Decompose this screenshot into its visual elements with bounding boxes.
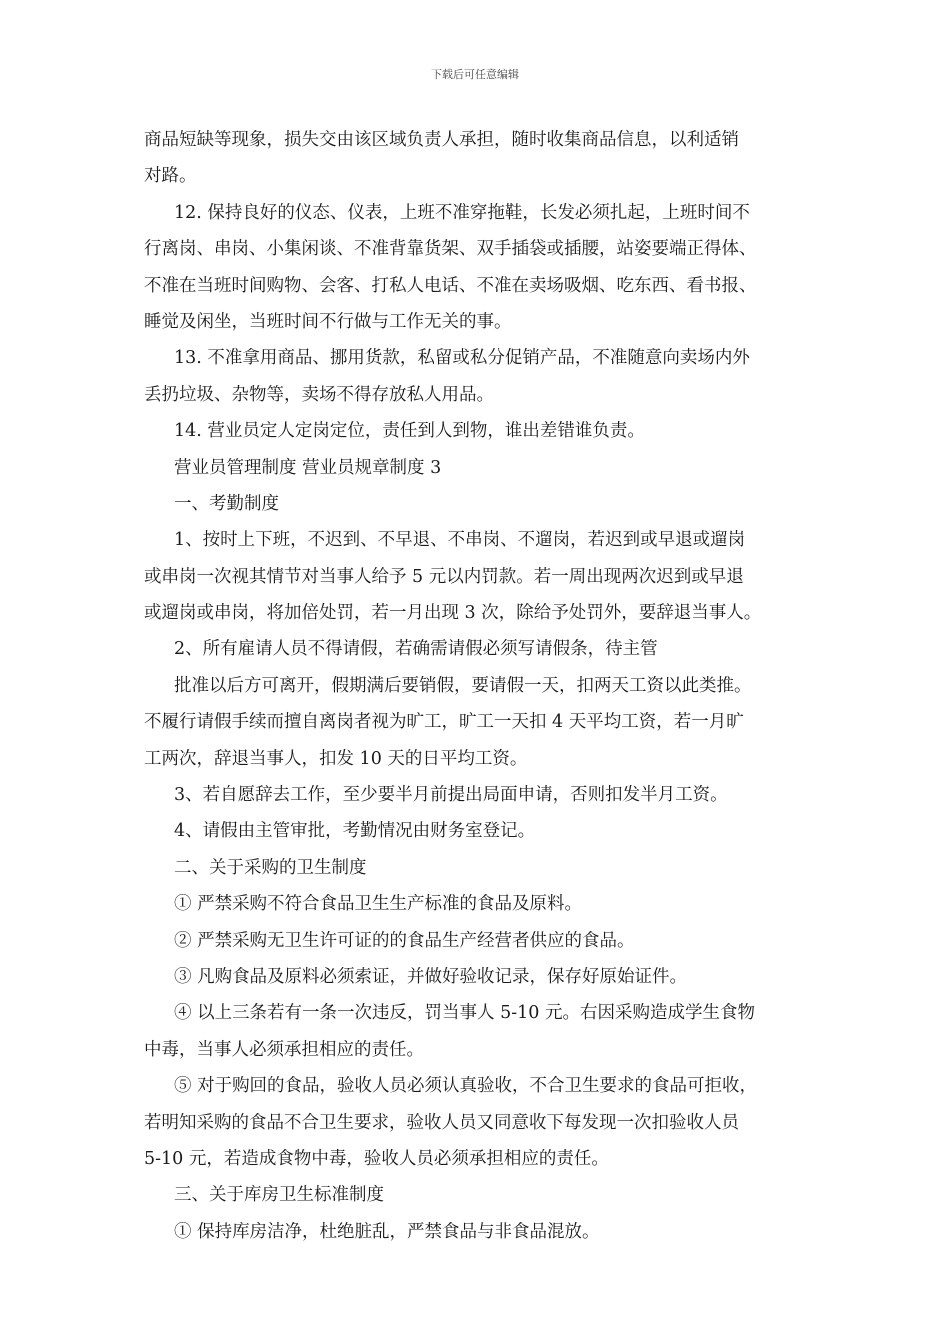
text-line: 4、请假由主管审批，考勤情况由财务室登记。 <box>174 821 536 842</box>
text-line: 14. 营业员定人定岗定位，责任到人到物，谁出差错谁负责。 <box>174 421 645 442</box>
text-line: 13. 不准拿用商品、挪用货款，私留或私分促销产品，不准随意向卖场内外 <box>174 348 750 369</box>
document-body <box>144 122 816 1250</box>
text-line: 商品短缺等现象，损失交由该区域负责人承担，随时收集商品信息，以利适销 <box>144 130 739 150</box>
text-line: ② 严禁采购无卫生许可证的的食品生产经营者供应的食品。 <box>174 930 635 951</box>
text-line: 一、考勤制度 <box>174 493 279 514</box>
text-line: 2、所有雇请人员不得请假，若确需请假必须写请假条，待主管 <box>174 639 658 660</box>
text-line: 若明知采购的食品不合卫生要求，验收人员又同意收下每发现一次扣验收人员 <box>144 1112 739 1133</box>
text-line: 12. 保持良好的仪态、仪表，上班不准穿拖鞋，长发必须扎起，上班时间不 <box>174 202 750 223</box>
text-line: 不准在当班时间购物、会客、打私人电话、不准在卖场吸烟、吃东西、看书报、 <box>144 275 757 296</box>
text-line: 对路。 <box>144 166 197 187</box>
text-line: 批准以后方可离开，假期满后要销假，要请假一天，扣两天工资以此类推。 <box>174 675 752 696</box>
text-line: 工两次，辞退当事人，扣发 10 天的日平均工资。 <box>144 748 528 769</box>
text-line: 3、若自愿辞去工作，至少要半月前提出局面申请，否则扣发半月工资。 <box>174 785 728 806</box>
text-line: ④ 以上三条若有一条一次违反，罚当事人 5-10 元。右因采购造成学生食物 <box>174 1003 756 1024</box>
text-line: 5-10 元，若造成食物中毒，验收人员必须承担相应的责任。 <box>144 1148 609 1169</box>
text-line: ① 严禁采购不符合食品卫生生产标准的食品及原料。 <box>174 894 583 915</box>
text-line: 1、按时上下班，不迟到、不早退、不串岗、不遛岗，若迟到或早退或遛岗 <box>174 530 746 551</box>
text-line: 二、关于采购的卫生制度 <box>174 857 367 878</box>
text-line: ① 保持库房洁净，杜绝脏乱，严禁食品与非食品混放。 <box>174 1221 600 1242</box>
text-line: ⑤ 对于购回的食品，验收人员必须认真验收，不合卫生要求的食品可拒收， <box>174 1076 758 1097</box>
text-line: 营业员管理制度 营业员规章制度 3 <box>174 457 442 478</box>
text-line: 中毒，当事人必须承担相应的责任。 <box>144 1039 424 1060</box>
text-line: ③ 凡购食品及原料必须索证，并做好验收记录，保存好原始证件。 <box>174 966 688 987</box>
text-line: 睡觉及闲坐，当班时间不行做与工作无关的事。 <box>144 311 512 332</box>
text-line: 三、关于库房卫生标准制度 <box>174 1185 384 1206</box>
text-line: 丢扔垃圾、杂物等，卖场不得存放私人用品。 <box>144 384 494 405</box>
text-line: 或遛岗或串岗，将加倍处罚，若一月出现 3 次，除给予处罚外，要辞退当事人。 <box>144 603 762 624</box>
text-line: 或串岗一次视其情节对当事人给予 5 元以内罚款。若一周出现两次迟到或早退 <box>144 566 744 587</box>
text-line: 不履行请假手续而擅自离岗者视为旷工，旷工一天扣 4 天平均工资，若一月旷 <box>144 712 744 733</box>
text-line: 行离岗、串岗、小集闲谈、不准背靠货架、双手插袋或插腰，站姿要端正得体、 <box>144 239 757 260</box>
page-header-note: 下载后可任意编辑 <box>431 68 519 81</box>
